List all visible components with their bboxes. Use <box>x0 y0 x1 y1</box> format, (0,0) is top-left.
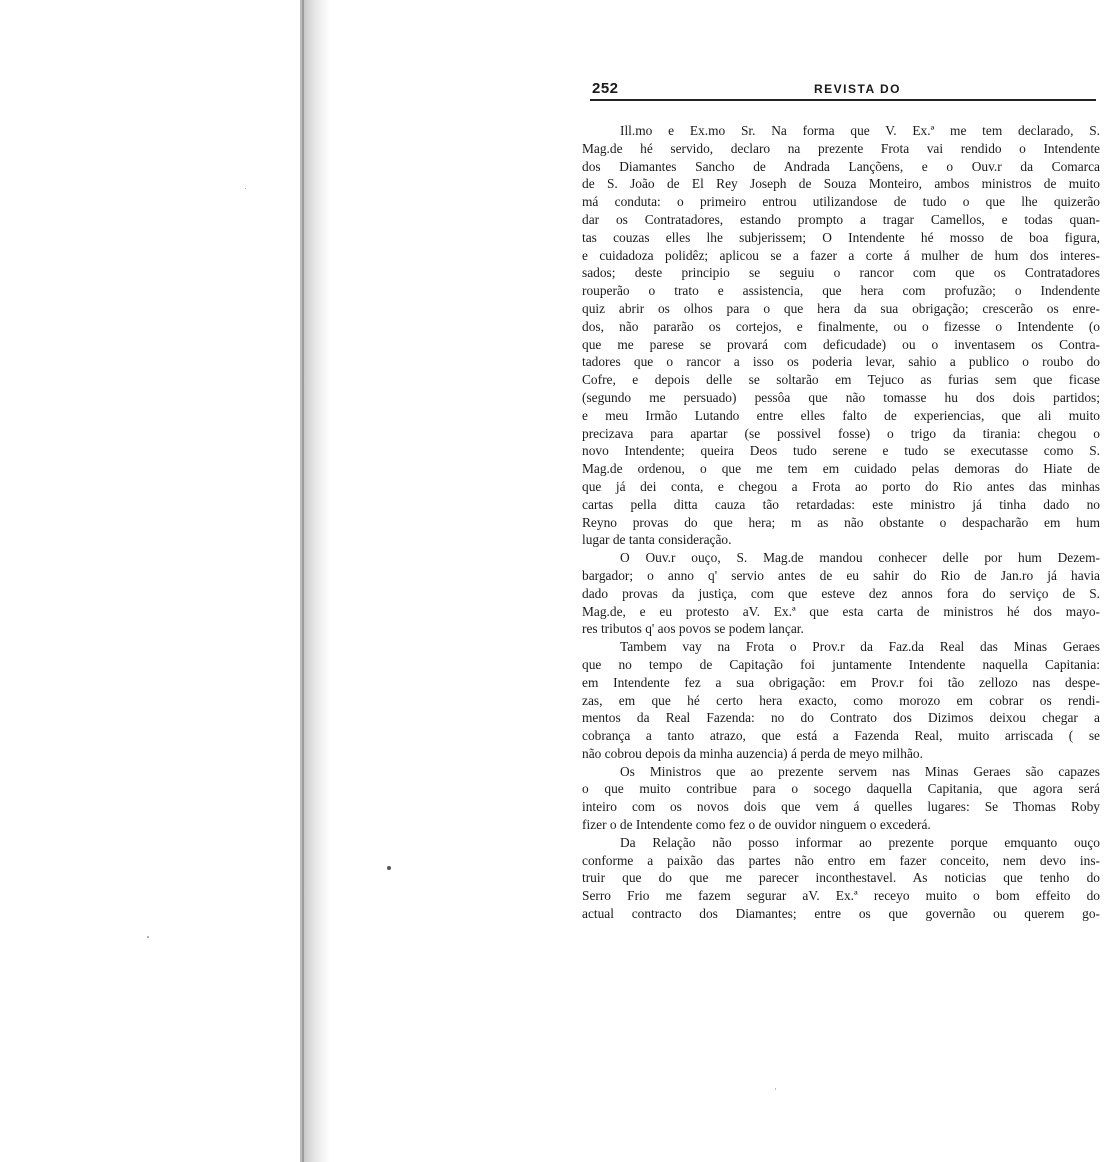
text-line: o que muito contribue para o socego daquella Capitania, que agora será <box>582 781 1100 797</box>
text-line: dos, não pararão os cortejos, e finalmente, ou o fizesse o Intendente (o <box>582 318 1100 334</box>
text-line: Os Ministros que ao prezente servem nas Minas Geraes são capazes <box>620 763 1100 779</box>
text-line: cobrança a tanto atrazo, que está a Fazenda Real, muito arriscada ( se <box>582 728 1100 744</box>
text-line: tas couzas elles lhe subjerissem; O Intendente hé mosso de boa figura, <box>582 229 1100 245</box>
text-line: sados; deste principio se seguiu o rancor com que os Contratadores <box>582 265 1100 281</box>
text-line: bargador; o anno q' servio antes de eu sahir do Rio de Jan.ro já havia <box>582 567 1100 583</box>
text-line: zas, em que hé certo hera exacto, como morozo em cobrar os rendi- <box>582 692 1100 708</box>
text-line: mentos da Real Fazenda: no do Contrato dos Dizimos deixou chegar a <box>582 710 1100 726</box>
text-line: lugar de tanta consideração. <box>582 532 732 548</box>
book-page <box>582 80 1100 1120</box>
text-line: Mag.de hé servido, declaro na prezente Frota vai rendido o Intendente <box>582 140 1100 156</box>
text-line: de S. João de El Rey Joseph de Souza Monteiro, ambos ministros de muito <box>582 176 1100 192</box>
text-line: O Ouv.r ouço, S. Mag.de mandou conhecer delle por hum Dezem- <box>620 550 1100 566</box>
book-gutter-line <box>302 0 304 1162</box>
text-line: não cobrou depois da minha auzencia) á perda de meyo milhão. <box>582 745 923 761</box>
text-line: Ill.mo e Ex.mo Sr. Na forma que V. Ex.ª me tem declarado, S. <box>620 123 1100 138</box>
text-line: rouperão o trato e assistencia, que hera com profuzão; o Indendente <box>582 283 1100 299</box>
text-line: tadores que o rancor a isso os poderia levar, sahio a publico o roubo do <box>582 354 1100 370</box>
scan-speck <box>387 866 391 870</box>
text-line: Reyno provas do que hera; m as não obstante o despacharão em hum <box>582 514 1100 530</box>
text-line: (segundo me persuado) pessôa que não tomasse hu dos dois partidos; <box>582 389 1100 405</box>
text-line: Cofre, e depois delle se soltarão em Tejuco as furias sem que ficase <box>582 372 1100 388</box>
text-line: dos Diamantes Sancho de Andrada Lançõens, e o Ouv.r da Comarca <box>582 158 1100 174</box>
page-number: 252 <box>592 80 619 97</box>
scan-speck <box>245 188 246 189</box>
letter-body <box>582 122 1100 923</box>
text-line: cartas pella ditta cauza tão retardadas: este ministro já tinha dado no <box>582 496 1100 512</box>
text-line: res tributos q' aos povos se podem lançar. <box>582 621 804 637</box>
text-line: novo Intendente; queira Deos tudo serene e tudo se executasse como S. <box>582 443 1100 459</box>
text-line: precizava para apartar (se possivel fosse) o trigo da tirania: chegou o <box>582 425 1100 441</box>
text-line: dado provas da justiça, com que esteve dez annos fora do serviço de S. <box>582 585 1100 601</box>
text-line: Serro Frio me fazem segurar aV. Ex.ª receyo muito o bom effeito do <box>582 888 1100 904</box>
text-line: má conduta: o primeiro entrou utilizandose de tudo o que lhe quizerão <box>582 194 1100 210</box>
scan-speck <box>147 936 149 938</box>
journal-title: REVISTA DO <box>814 82 902 96</box>
text-line: Mag.de ordenou, o que me tem em cuidado pelas demoras do Hiate de <box>582 461 1100 477</box>
book-gutter-shadow <box>300 0 330 1162</box>
text-line: em Intendente fez a sua obrigação: em Prov.r foi tão zellozo nas despe- <box>582 674 1100 690</box>
text-line: que me parese se provará com deficudade) ou o inventasem os Contra- <box>582 336 1100 352</box>
text-line: conforme a paixão das partes não entro em fazer conceito, nem devo ins- <box>582 852 1100 868</box>
text-line: actual contracto dos Diamantes; entre os que governão ou querem go- <box>582 906 1100 922</box>
text-line: que no tempo de Capitação foi juntamente Intendente naquella Capitania: <box>582 656 1100 672</box>
text-line: truir que do que me parecer inconthestavel. As noticias que tenho do <box>582 870 1100 886</box>
text-line: Mag.de, e eu protesto aV. Ex.ª que esta carta de ministros hé dos mayo- <box>582 603 1100 619</box>
text-line: e cuidadoza polidêz; aplicou se a fazer a corte á mulher de hum dos interes- <box>582 247 1100 263</box>
text-line: Da Relação não posso informar ao prezente porque emquanto ouço <box>620 834 1100 850</box>
text-line: e meu Irmão Lutando entre elles falto de experiencias, que ali muito <box>582 407 1100 423</box>
text-line: que já dei conta, e chegou a Frota ao porto do Rio antes das minhas <box>582 478 1100 494</box>
header-rule <box>590 99 1096 101</box>
text-line: dar os Contratadores, estando prompto a tragar Camellos, e todas quan- <box>582 211 1100 227</box>
running-head <box>582 80 1100 100</box>
text-line: inteiro com os novos dois que vem á quelles lugares: Se Thomas Roby <box>582 799 1100 815</box>
text-line: Tambem vay na Frota o Prov.r da Faz.da Real das Minas Geraes <box>620 639 1100 655</box>
text-line: quiz abrir os olhos para o que hera da sua obrigação; crescerão os enre- <box>582 300 1100 316</box>
text-line: fizer o de Intendente como fez o de ouvidor ninguem o excederá. <box>582 817 931 833</box>
